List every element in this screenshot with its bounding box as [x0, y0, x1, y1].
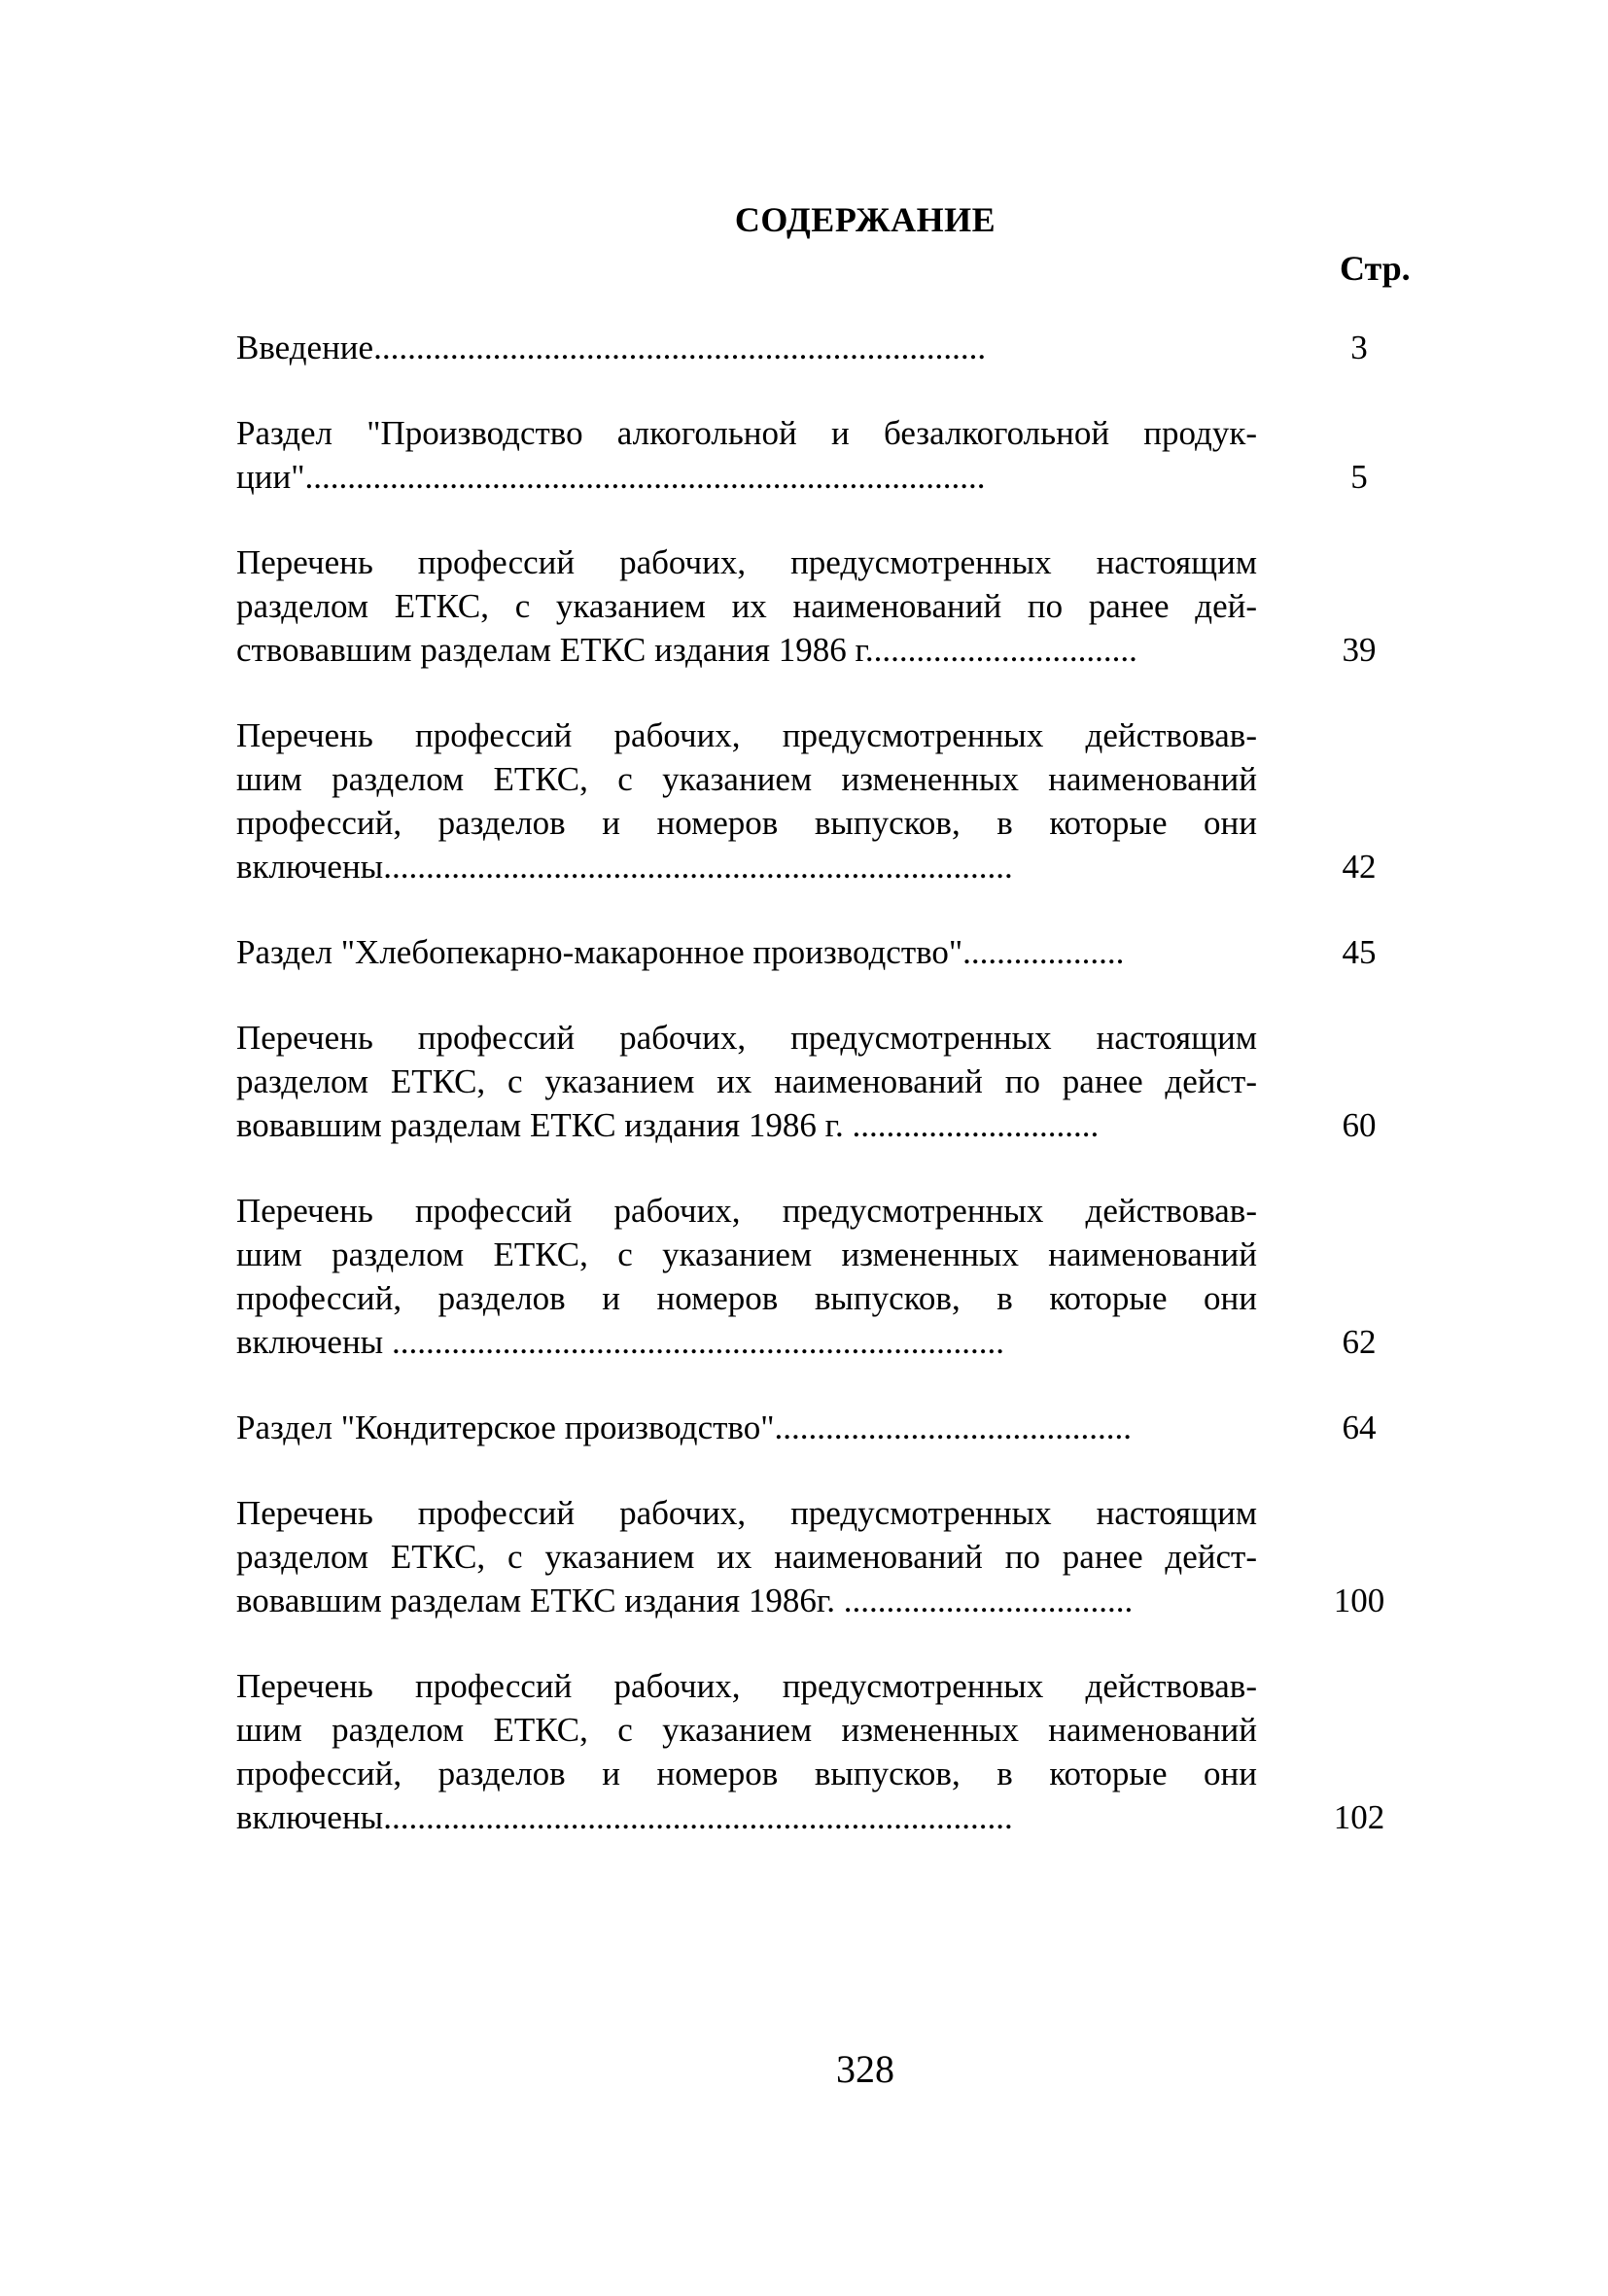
toc-entry-page-number: 5 [1350, 458, 1368, 496]
toc-entry-text [236, 1016, 1257, 1147]
footer-page-number: 328 [836, 2047, 894, 2091]
toc-entry [236, 1491, 1413, 1622]
toc-entry-text [236, 411, 1257, 499]
toc-entry-line: вовавшим разделам ЕТКС издания 1986г. .................................. [236, 1582, 1134, 1619]
toc-entry-page-number: 64 [1342, 1409, 1377, 1446]
toc-entry-text [236, 1406, 1257, 1449]
toc-entry [236, 713, 1413, 888]
page-column-header: Стр. [1340, 249, 1411, 288]
toc-entry-line: Раздел "Кондитерское производство".......................................... [236, 1409, 1132, 1446]
toc-entry-text [236, 540, 1257, 672]
toc-entry-page-number: 42 [1342, 848, 1377, 886]
toc-entry-line: Раздел "Хлебопекарно-макаронное производство"................... [236, 933, 1125, 971]
toc-entry-line: разделом ЕТКС, с указанием их наименований по ранее дейст- [236, 1062, 1257, 1100]
toc-entry-line: профессий, разделов и номеров выпусков, в которые они [236, 1279, 1257, 1317]
toc-entry [236, 326, 1413, 369]
toc-entry-page-number: 62 [1342, 1323, 1377, 1361]
toc-entry-text [236, 1189, 1257, 1364]
toc-entry-text [236, 1664, 1257, 1839]
toc-entry-line: вовавшим разделам ЕТКС издания 1986 г. ............................. [236, 1106, 1100, 1144]
toc-entry [236, 1406, 1413, 1449]
toc-entry-line: ствовавшим разделам ЕТКС издания 1986 г................................ [236, 631, 1137, 669]
toc-entry [236, 1189, 1413, 1364]
toc-entry-text [236, 1491, 1257, 1622]
toc-entry [236, 1016, 1413, 1147]
toc-entry [236, 1664, 1413, 1839]
toc-entry-line: шим разделом ЕТКС, с указанием измененных наименований [236, 1711, 1257, 1749]
toc-entry-line: Перечень профессий рабочих, предусмотренных действовав- [236, 1192, 1257, 1230]
document-title: СОДЕРЖАНИЕ [734, 200, 996, 239]
toc-entry-line: Перечень профессий рабочих, предусмотренных действовав- [236, 1667, 1257, 1705]
toc-entry-line: шим разделом ЕТКС, с указанием измененных наименований [236, 1235, 1257, 1273]
toc-entry-text [236, 930, 1257, 974]
toc-entry-line: Перечень профессий рабочих, предусмотренных действовав- [236, 716, 1257, 754]
toc-entry [236, 930, 1413, 974]
toc-entry [236, 540, 1413, 672]
toc-entry-line: разделом ЕТКС, с указанием их наименований по ранее дей- [236, 587, 1257, 625]
toc-entry-page-number: 100 [1333, 1582, 1385, 1619]
toc-entry-line: Перечень профессий рабочих, предусмотренных настоящим [236, 543, 1257, 581]
toc-entry-line: Перечень профессий рабочих, предусмотренных настоящим [236, 1019, 1257, 1057]
toc-entry-line: ции"................................................................................ [236, 458, 986, 496]
toc-entry-line: Введение........................................................................ [236, 329, 987, 366]
toc-entry-page-number: 102 [1333, 1798, 1385, 1836]
table-of-contents [236, 326, 1413, 1881]
toc-entry-line: профессий, разделов и номеров выпусков, в которые они [236, 804, 1257, 842]
toc-entry-page-number: 3 [1350, 329, 1368, 366]
toc-entry-text [236, 713, 1257, 888]
toc-entry-line: Раздел "Производство алкогольной и безалкогольной продук- [236, 414, 1257, 452]
toc-entry-page-number: 60 [1342, 1106, 1377, 1144]
toc-entry-line: включены ........................................................................ [236, 1323, 1004, 1361]
toc-entry-text [236, 326, 1257, 369]
toc-entry-line: шим разделом ЕТКС, с указанием измененных наименований [236, 760, 1257, 798]
toc-entry-page-number: 39 [1342, 631, 1377, 669]
toc-entry-line: профессий, разделов и номеров выпусков, в которые они [236, 1755, 1257, 1792]
toc-entry-line: Перечень профессий рабочих, предусмотренных настоящим [236, 1494, 1257, 1532]
toc-entry-line: разделом ЕТКС, с указанием их наименований по ранее дейст- [236, 1538, 1257, 1576]
toc-entry-page-number: 45 [1342, 933, 1377, 971]
toc-entry-line: включены.......................................................................... [236, 848, 1013, 886]
toc-entry-line: включены.......................................................................... [236, 1798, 1013, 1836]
toc-entry [236, 411, 1413, 499]
